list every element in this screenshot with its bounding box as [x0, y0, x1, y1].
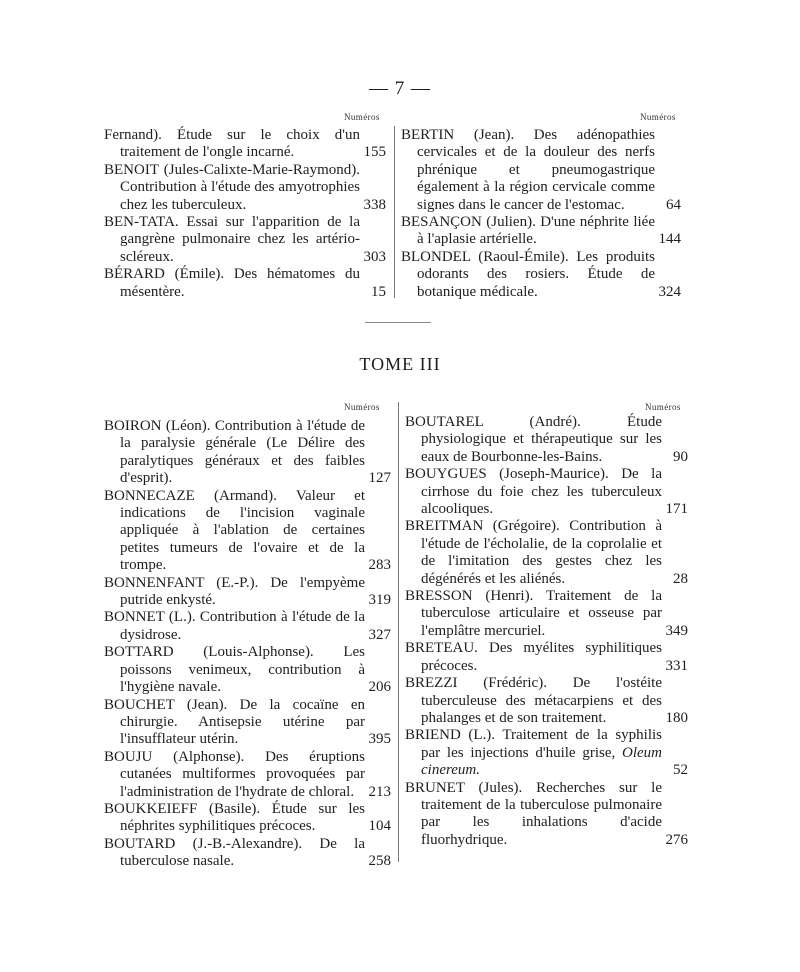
- section-rule: [365, 322, 431, 323]
- top-left-column: [104, 127, 386, 301]
- column-divider: [394, 126, 395, 298]
- index-entry: BOTTARD (Louis-Alphonse). Les poissons venimeux, contribution à l'hygiène navale. 206: [104, 644, 391, 696]
- index-entry: BÉRARD (Émile). Des hématomes du mésentère. 15: [104, 266, 386, 300]
- index-entry: BOUCHET (Jean). De la cocaïne en chirurgie. Antisepsie utérine par l'insufflateur utérin. 395: [104, 696, 391, 748]
- index-entry: Fernand). Étude sur le choix d'un traitement de l'ongle incarné. 155: [104, 127, 386, 161]
- numeros-label: Numéros: [640, 112, 676, 122]
- column-divider: [398, 402, 399, 862]
- index-entry: BESANÇON (Julien). D'une néphrite liée à l'aplasie artérielle. 144: [401, 214, 681, 248]
- top-right-column: [401, 127, 681, 301]
- index-entry: BEN-TATA. Essai sur l'apparition de la gangrène pulmonaire chez les artério-scléreux. 303: [104, 214, 386, 265]
- index-entry: BOUKKEIEFF (Basile). Étude sur les néphrites syphilitiques précoces. 104: [104, 800, 391, 835]
- section-title: TOME III: [359, 354, 441, 374]
- index-entry: BONNECAZE (Armand). Valeur et indications de l'incision vaginale appliquée à l'ablation de certaines petites tumeurs de l'ovaire et de la trompe. 283: [104, 487, 391, 574]
- index-entry: BENOIT (Jules-Calixte-Marie-Raymond). Contribution à l'étude des amyotrophies chez les tuberculeux. 338: [104, 161, 386, 213]
- index-entry: BRESSON (Henri). Traitement de la tuberculose articulaire et osseuse par l'emplâtre mercuriel. 349: [405, 588, 688, 639]
- bottom-left-column: [104, 418, 391, 871]
- numeros-label: Numéros: [645, 402, 681, 412]
- numeros-label: Numéros: [344, 402, 380, 412]
- page-number: — 7 —: [369, 78, 431, 99]
- index-entry: BRIEND (L.). Traitement de la syphilis par les injections d'huile grise, Oleum cinereum. 52: [405, 727, 688, 779]
- index-entry: BREZZI (Frédéric). De l'ostéite tuberculeuse des métacarpiens et des phalanges et de son traitement. 180: [405, 675, 688, 726]
- bottom-right-column: [405, 414, 688, 849]
- index-entry: BERTIN (Jean). Des adénopathies cervicales et de la douleur des nerfs phrénique et pneumogastrique également à la région cervicale comme signes dans le cancer de l'estomac. 64: [401, 127, 681, 213]
- index-entry: BREITMAN (Grégoire). Contribution à l'étude de l'écholalie, de la coprolalie et de l'imitation des gestes chez les dégénérés et les aliénés. 28: [405, 518, 688, 587]
- index-entry: BOUTAREL (André). Étude physiologique et thérapeutique sur les eaux de Bourbonne-les-Bains. 90: [405, 414, 688, 465]
- index-entry: BOUJU (Alphonse). Des éruptions cutanées multiformes provoquées par l'administration de l'hydrate de chloral. 213: [104, 748, 391, 800]
- index-entry: BOUYGUES (Joseph-Maurice). De la cirrhose du foie chez les tuberculeux alcooliques. 171: [405, 466, 688, 518]
- index-entry: BRETEAU. Des myélites syphilitiques précoces. 331: [405, 640, 688, 674]
- index-entry: BLONDEL (Raoul-Émile). Les produits odorants des rosiers. Étude de botanique médicale. 324: [401, 248, 681, 300]
- index-entry: BOIRON (Léon). Contribution à l'étude de la paralysie générale (Le Délire des paralytiques généraux et des faibles d'esprit). 127: [104, 418, 391, 487]
- index-entry: BONNENFANT (E.-P.). De l'empyème putride enkysté. 319: [104, 574, 391, 609]
- italic-term: Oleum cinereum.: [421, 744, 662, 779]
- index-entry: BOUTARD (J.-B.-Alexandre). De la tuberculose nasale. 258: [104, 835, 391, 870]
- index-entry: BONNET (L.). Contribution à l'étude de la dysidrose. 327: [104, 609, 391, 643]
- index-entry: BRUNET (Jules). Recherches sur le traitement de la tuberculose pulmonaire par les inhalations d'acide fluorhydrique. 276: [405, 779, 688, 848]
- numeros-label: Numéros: [344, 112, 380, 122]
